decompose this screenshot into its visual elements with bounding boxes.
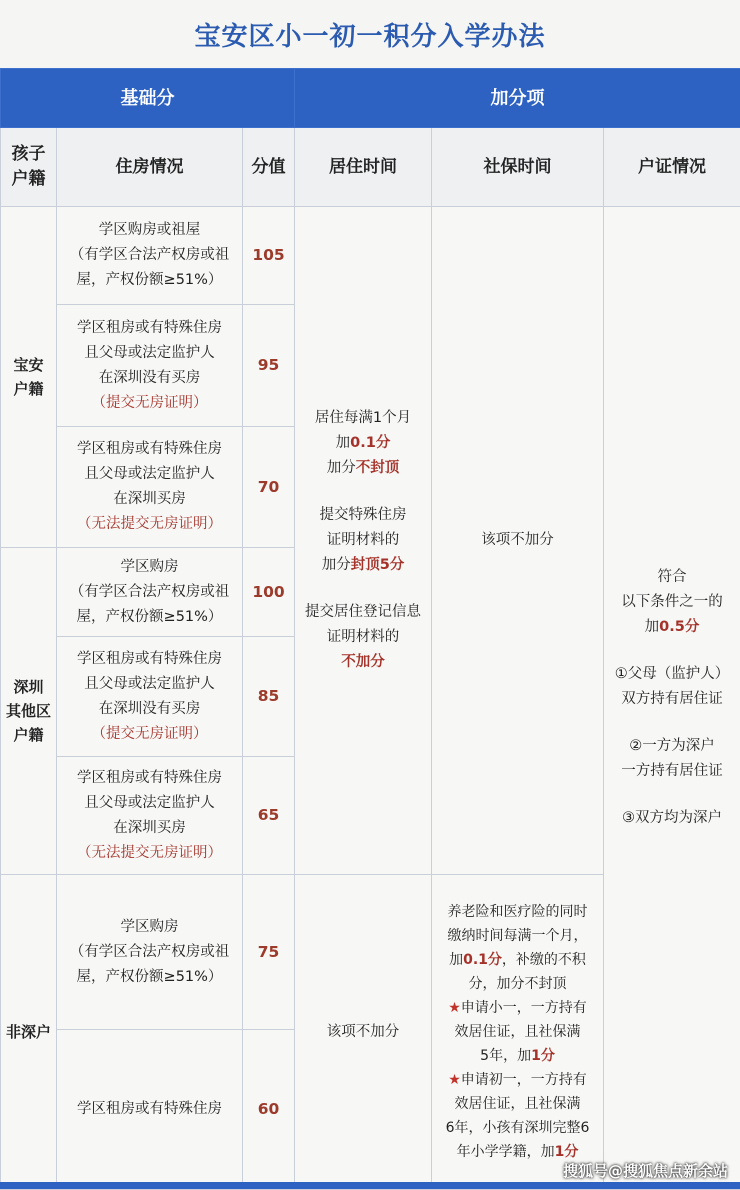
- col-residence: 居住时间: [295, 128, 432, 207]
- social-points: 养老险和医疗险的同时 缴纳时间每满一个月， 加0.1分，补缴的不积 分，加分不封顶 ★申请小一，一方持有 效居住证，且社保满 5年，加1分 ★申请初一，一方持有 效居住证，且社保满 6年，小孩有深圳完整6 年小学学籍，加1分: [432, 875, 604, 1190]
- row-baoan: 宝安 户籍: [1, 207, 57, 548]
- housing-h4: 学区购房 （有学区合法产权房或祖 屋，产权份额≥51%）: [57, 548, 243, 637]
- housing-h1: 学区购房或祖屋 （有学区合法产权房或祖 屋，产权份额≥51%）: [57, 207, 243, 305]
- housing-h3: 学区租房或有特殊住房 且父母或法定监护人 在深圳买房 （无法提交无房证明）: [57, 427, 243, 548]
- score-h2: 95: [243, 305, 295, 427]
- score-h3: 70: [243, 427, 295, 548]
- points-table: [0, 68, 740, 1190]
- hukou-points: 符合 以下条件之一的 加0.5分 ①父母（监护人） 双方持有居住证 ②一方为深户 一方持有居住证 ③双方均为深户: [604, 207, 740, 1190]
- residence-points: 居住每满1个月 加0.1分 加分不封顶 提交特殊住房 证明材料的 加分封顶5分 提交居住登记信息 证明材料的 不加分: [295, 207, 432, 875]
- housing-h6: 学区租房或有特殊住房 且父母或法定监护人 在深圳买房 （无法提交无房证明）: [57, 757, 243, 875]
- col-housing: 住房情况: [57, 128, 243, 207]
- star-icon: ★: [448, 1072, 461, 1088]
- score-h8: 60: [243, 1030, 295, 1190]
- credit-watermark: 搜狐号@搜狐焦点新余站: [563, 1160, 728, 1181]
- score-h4: 100: [243, 548, 295, 637]
- col-hukou: 户证情况: [604, 128, 740, 207]
- residence-none-nonlocal: 该项不加分: [295, 875, 432, 1190]
- score-h5: 85: [243, 637, 295, 757]
- housing-h7: 学区购房 （有学区合法产权房或祖 屋，产权份额≥51%）: [57, 875, 243, 1030]
- housing-h5: 学区租房或有特殊住房 且父母或法定监护人 在深圳没有买房 （提交无房证明）: [57, 637, 243, 757]
- bottom-bar: [0, 1182, 740, 1189]
- group-bonus: 加分项: [295, 69, 740, 128]
- row-shenzhen: 深圳 其他区 户籍: [1, 548, 57, 875]
- housing-h2: 学区租房或有特殊住房 且父母或法定监护人 在深圳没有买房 （提交无房证明）: [57, 305, 243, 427]
- score-h6: 65: [243, 757, 295, 875]
- col-household: 孩子 户籍: [1, 128, 57, 207]
- group-base: 基础分: [1, 69, 295, 128]
- title-bar: [0, 0, 740, 68]
- social-none-local: 该项不加分: [432, 207, 604, 875]
- score-h7: 75: [243, 875, 295, 1030]
- col-social: 社保时间: [432, 128, 604, 207]
- page-title: 宝安区小一初一积分入学办法: [194, 16, 545, 53]
- score-h1: 105: [243, 207, 295, 305]
- housing-h8: 学区租房或有特殊住房: [57, 1030, 243, 1190]
- col-score: 分值: [243, 128, 295, 207]
- star-icon: ★: [448, 1000, 461, 1016]
- row-non-shenzhen: 非深户: [1, 875, 57, 1190]
